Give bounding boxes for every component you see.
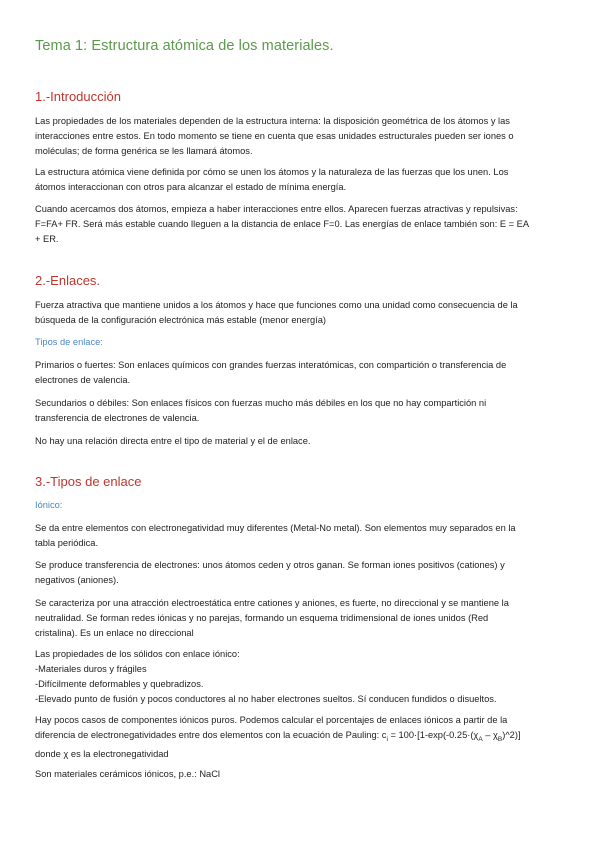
list-item: -Materiales duros y frágiles (35, 664, 147, 674)
text-line: Las propiedades de los materiales dependen de la estructura interna: la disposición geométrica de los átomos y las (35, 116, 510, 126)
text-line: + ER. (35, 234, 59, 244)
text-line: Secundarios o débiles: Son enlaces físicos con fuerzas mucho más débiles en los que no hay compartición ni (35, 398, 487, 408)
text-line: F=FA+ FR. Será más estable cuando lleguen a la distancia de enlace F=0. Las energías de enlace también son: E = EA (35, 219, 530, 229)
text-line: Se caracteriza por una atracción electroestática entre cationes y aniones, es fuerte, no direccional y se mantiene la (35, 598, 509, 608)
list-item: -Difícilmente deformables y quebradizos. (35, 679, 204, 689)
paragraph (35, 767, 563, 782)
subscript: i (386, 735, 388, 743)
paragraph (35, 596, 563, 641)
text-line: Primarios o fuertes: Son enlaces químicos con grandes fuerzas interatómicas, con compartición o transferencia de (35, 360, 507, 370)
section-heading-tipos-de-enlace: 3.-Tipos de enlace (35, 474, 142, 489)
equation-line (35, 728, 563, 747)
equation-text: = 100·[1-exp(-0.25·(χ (387, 730, 479, 740)
text-line: cristalina). Es un enlace no direccional (35, 628, 194, 638)
equation-text: diferencia de electronegatividades entre dos elementos con la ecuación de Pauling: c (35, 730, 387, 740)
subscript: A (478, 735, 483, 743)
text-line: transferencia de electrones de valencia. (35, 413, 200, 423)
text-line: Hay pocos casos de componentes iónicos puros. Podemos calcular el porcentajes de enlaces iónicos a partir de la (35, 715, 508, 725)
text-line: moléculas; de forma genérica se les llamará átomos. (35, 146, 253, 156)
text-line: La estructura atómica viene definida por cómo se unen los átomos y la naturaleza de las fuerzas que los unen. Los (35, 167, 509, 177)
subheading-ionico: Iónico: (35, 500, 63, 510)
text-line: Se da entre elementos con electronegatividad muy diferentes (Metal-No metal). Son elementos muy separados en la (35, 523, 516, 533)
document-title: Tema 1: Estructura atómica de los materiales. (35, 38, 334, 54)
equation-text: – χ (482, 730, 498, 740)
text-line: negativos (aniones). (35, 575, 119, 585)
subscript: B (497, 735, 503, 743)
paragraph (35, 165, 563, 195)
section-heading-enlaces: 2.-Enlaces. (35, 273, 101, 288)
paragraph (35, 396, 563, 426)
text-line: Se produce transferencia de electrones: unos átomos ceden y otros ganan. Se forman iones positivos (cationes) y (35, 560, 505, 570)
text-line: electrones de valencia. (35, 375, 131, 385)
paragraph (35, 358, 563, 388)
text-line: donde χ es la electronegatividad (35, 748, 169, 759)
text-line: No hay una relación directa entre el tipo de material y el de enlace. (35, 436, 311, 446)
text-line: interacciones entre estos. En todo momento se tiene en cuenta que esas unidades estructurales pueden ser iones o (35, 131, 514, 141)
list-heading: Las propiedades de los sólidos con enlace iónico: (35, 649, 240, 659)
property-list (35, 647, 563, 707)
text-line: tabla periódica. (35, 538, 99, 548)
text-line: Fuerza atractiva que mantiene unidos a los átomos y hace que funciones como una unidad como consecuencia de la (35, 300, 518, 310)
section-heading-introduccion: 1.-Introducción (35, 89, 121, 104)
paragraph (35, 521, 563, 551)
paragraph (35, 298, 563, 328)
text-line: Son materiales cerámicos iónicos, p.e.: NaCl (35, 769, 220, 779)
text-line: Cuando acercamos dos átomos, empieza a haber interacciones entre ellos. Aparecen fuerzas atractivas y repulsivas: (35, 204, 518, 214)
text-line: neutralidad. Se forman redes iónicas y no parejas, formando un esquema tridimensional de iones unidos (Red (35, 613, 489, 623)
paragraph-pauling (35, 713, 563, 762)
text-line: átomos interaccionan con otros para alcanzar el estado de mínima energía. (35, 182, 347, 192)
text-line: búsqueda de la configuración electrónica más estable (menor energía) (35, 315, 326, 325)
paragraph (35, 202, 563, 247)
paragraph (35, 114, 563, 159)
list-item: -Elevado punto de fusión y pocos conductores al no haber electrones sueltos. Sí conducen fundidos o disueltos. (35, 694, 497, 704)
subheading-tipos-de-enlace: Tipos de enlace: (35, 337, 103, 347)
paragraph (35, 434, 563, 449)
equation-text: )^2)] (502, 730, 521, 740)
paragraph (35, 558, 563, 588)
